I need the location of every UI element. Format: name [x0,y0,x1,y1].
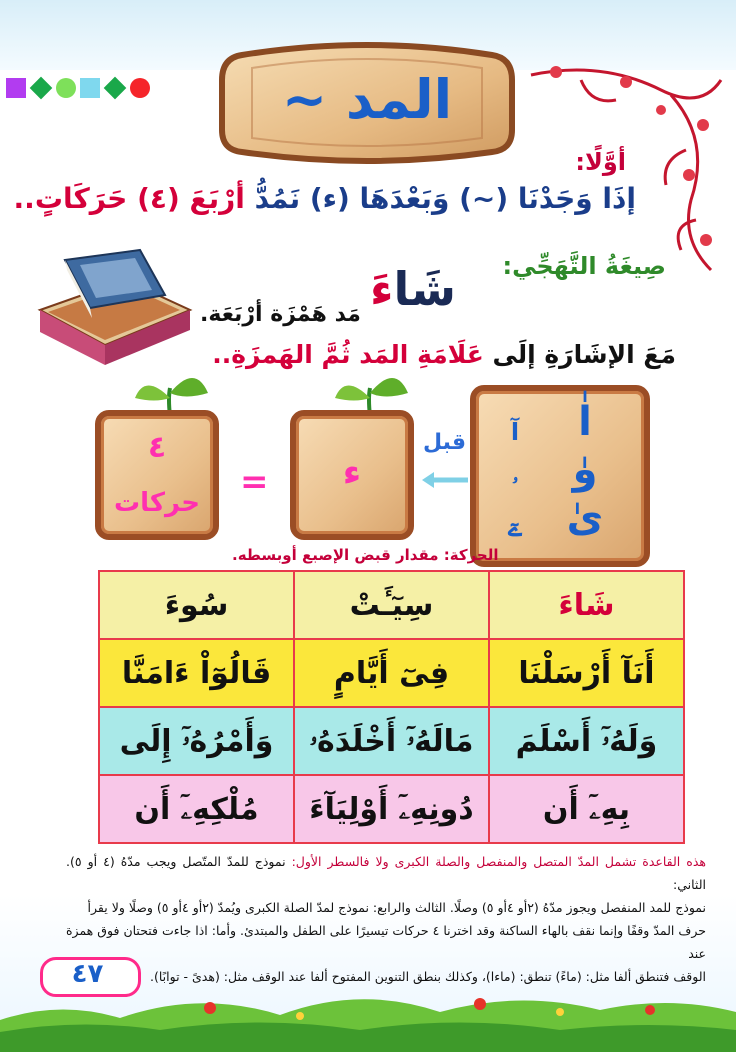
example-word [370,262,456,316]
cell-text: سِيٓـَٔتْ [349,587,434,623]
table-cell [294,571,489,639]
movement-note: الحركة: مقدار قبض الإصبع أوبسطه. [232,546,499,564]
table-cell [489,639,684,707]
table-row [99,639,684,707]
circle-shape-icon [56,78,76,98]
cell-text: شَاءَ [558,587,615,623]
notes-line: حرف المدّ وقفًا وإنما نقف بالهاء الساكنة وقد اخترنا ٤ حركات تيسيرًا على الطفل والمبتدئ. وأما: اذا جاءت فتحتان فوق همزة عند [66,923,706,961]
spelling-label: صِيغَةُ التَّهَجِّي: [502,252,666,280]
notes-line-red: هذه القاعدة تشمل المدّ المتصل والمنفصل والصلة الكبرى ولا فالسطر الأول: [291,854,706,869]
cell-text: فِىٓ أَيَّامٍ [333,655,450,691]
table-cell [489,571,684,639]
table-cell [99,707,294,775]
arrow-left-icon [420,470,470,490]
decor-shapes [6,78,150,98]
notes-line: الوقف فتنطق ألفا مثل: (ماءً) تنطق: (ماءا)، وكذلك بنطق التنوين المفتوح ألفا عند الوقف مثل: (هدىً - توابًا). [150,969,706,984]
square-shape-icon [6,78,26,98]
diamond-shape-icon [104,77,127,100]
madd-letters-big [540,398,630,542]
madd-mark: ےٓ [507,514,523,542]
rule-four-moves: أرْبَعَ (٤) حَرَكَاتٍ.. [13,182,245,215]
moves-word: حركات [114,488,200,518]
before-label: قبل [423,430,467,455]
table-row [99,775,684,843]
table-cell [294,707,489,775]
table-cell [294,639,489,707]
floral-corner-icon [521,60,736,280]
notes-line-rest: نموذج للمدّ المتّصل ويجب مدّهُ (٤ أو ٥). الثاني: [66,854,706,892]
table-cell [489,775,684,843]
hamza-letter: ء [342,452,362,493]
table-cell [294,775,489,843]
madd-letters-small [485,408,545,552]
moves-number: ٤ [147,430,167,465]
example-word-part: شَا [393,262,457,316]
rule-text: إذَا وَجَدْنَا (~) وَبَعْدَهَا (ء) نَمُدُّ [244,182,636,215]
table-cell [99,775,294,843]
cell-text: بِهِۦٓ أَن [542,791,631,827]
table-cell [489,707,684,775]
with-line-mark: عَلَامَةِ المَد ثُمَّ الهَمزَةِ.. [212,340,484,369]
madd-letter: اٰ [578,399,592,445]
table-row [99,707,684,775]
madd-letter: وٰ [572,447,598,493]
cell-text: مُلْكِهِۦٓ أَن [134,791,259,827]
square-shape-icon [80,78,100,98]
cell-text: وَأَمْرُهُۥٓ إِلَى [119,723,274,759]
with-line-part: مَعَ الإشَارَةِ إلَى [483,340,676,369]
madd-mark: ۥ [512,466,518,494]
quran-book-icon [30,240,200,370]
table-cell [99,571,294,639]
diamond-shape-icon [30,77,53,100]
madd-mark: آ [510,418,520,446]
cell-text: وَلَهُۥٓ أَسْلَمَ [515,723,658,759]
table-cell [99,639,294,707]
cell-text: دُونِهِۦٓ أَوْلِيَآءَ [309,791,474,827]
madd-letter: ىٰ [566,495,604,541]
with-line [212,340,676,369]
section-first-label: أوَّلًا: [575,148,626,176]
page-number: ٤٧ [71,959,104,989]
cell-text: أَنَآ أَرْسَلْنَا [518,655,655,691]
examples-table [98,570,685,844]
cell-text: قَالُوٓاْ ءَامَنَّا [121,655,272,691]
rule-line [14,182,636,215]
cell-text: مَالَهُۥٓ أَخْلَدَهُۥ [309,723,474,759]
notes-line [66,850,706,896]
table-row [99,571,684,639]
notes-line: نموذج للمد المنفصل ويجوز مدّهُ (٢أو ٤أو ٥) وصلًا. الثالث والرابع: نموذج لمدّ الصلة الكبرى ويُمدّ (٢أو ٤أو ٥) وصلًا ولا يقرأ [87,900,706,915]
example-word-hamza: ءَ [370,262,394,316]
madd-four-text: مَد هَمْزَة أرْبَعَة. [200,302,361,327]
circle-shape-icon [130,78,150,98]
equals-sign: = [240,462,269,502]
cell-text: سُوءَ [164,587,229,623]
page-title: المد ~ [281,68,453,131]
